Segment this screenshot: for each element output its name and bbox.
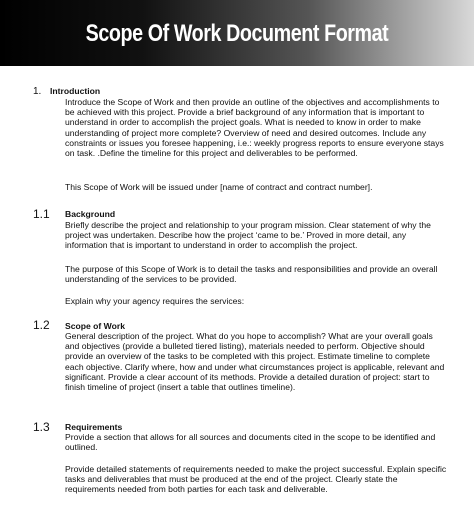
section-heading: Introduction — [50, 86, 101, 96]
paragraph: Provide a section that allows for all sources and documents cited in the scope to be identified and outlined. — [65, 432, 436, 453]
paragraph: The purpose of this Scope of Work is to detail the tasks and responsibilities and provide an overall understanding of the services to be provided. — [65, 264, 438, 285]
section-heading: Background — [65, 209, 116, 219]
section-number: 1.1 — [33, 207, 50, 221]
section-heading: Requirements — [65, 422, 123, 432]
paragraph: General description of the project. What do you hope to accomplish? What are your overall goals and objectives (provide a bulleted tiered listing), materials needed to perform. Objective should provide an overview of the tasks to be completed with this project. Estimate timeline to complete each objective. Clarify where, how and under what circumstances project is applicable, relevant and significant. Provide a clear account of its methods. Provide a detailed duration of project: start to finish timeline of project (insert a table that outlines timeline). — [65, 331, 445, 393]
title-banner — [0, 0, 474, 66]
document-title: Scope Of Work Document Format — [85, 20, 389, 47]
section-number: 1.2 — [33, 318, 50, 332]
paragraph: Explain why your agency requires the services: — [65, 296, 245, 306]
paragraph: Provide detailed statements of requirements needed to make the project successful. Explain specific tasks and deliverables that must be produced at the end of the project. Clearly state the requirements needed from both parties for each task and deliverable. — [65, 464, 447, 495]
section-heading: Scope of Work — [65, 321, 126, 331]
paragraph: This Scope of Work will be issued under [name of contract and contract number]. — [65, 182, 373, 192]
section-number: 1. — [33, 86, 42, 97]
section-number: 1.3 — [33, 420, 50, 434]
paragraph: Introduce the Scope of Work and then provide an outline of the objectives and accomplishments to be achieved with this project. Provide a brief background of any information that is important to understand in order to accomplish the project goals. What is needed to know in order to make understanding of project more complete? Overview of need and desired outcomes. Include any constraints or issues you foresee happening, i.e.: weekly progress reports to ensure everyone stays on task. .Define the timeline for this project and deliverables to be performed. — [65, 97, 444, 159]
paragraph: Briefly describe the project and relationship to your program mission. Clear statement of why the project was undertaken. Describe how the project ‘came to be.’ Proved in more detail, any information that is important to understand in order to accomplish the project. — [65, 220, 431, 251]
